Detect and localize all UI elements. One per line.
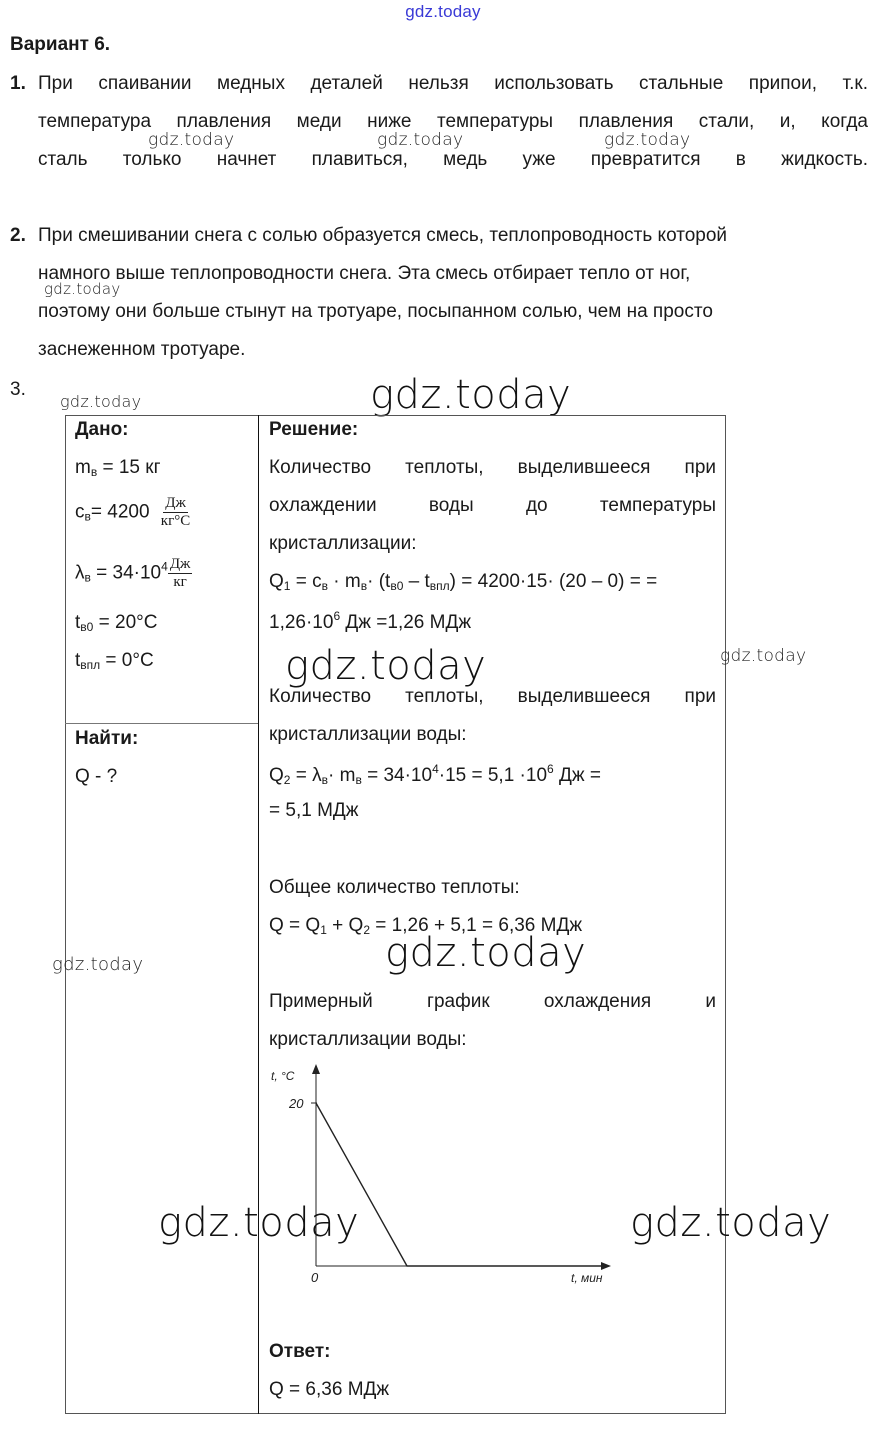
x-axis-label: t, мин	[571, 1271, 603, 1285]
watermark: gdz.today	[44, 280, 121, 298]
y-tick-label: 20	[289, 1096, 304, 1111]
table-vertical-divider	[258, 415, 259, 1414]
watermark: gdz.today	[377, 130, 464, 150]
solution-text: кристаллизации воды:	[269, 1029, 467, 1050]
given-latent-heat: $\lambda_в = 34\cdot 10^4$ $\frac{Дж}{кг}$	[75, 556, 191, 590]
task2-line: При смешивании снега с солью образуется смесь, теплопроводность которой	[38, 225, 728, 246]
watermark: gdz.today	[148, 130, 235, 150]
answer-header: Ответ:	[269, 1341, 331, 1362]
solution-header: Решение:	[269, 419, 359, 440]
answer-value: Q = 6,36 МДж	[269, 1379, 390, 1400]
solution-text: охлаждении воды до температуры	[269, 495, 716, 516]
watermark: gdz.today	[285, 643, 487, 689]
solution-text: кристаллизации воды:	[269, 724, 467, 745]
x-tick-label: 0	[311, 1270, 319, 1285]
y-axis-label: t, °C	[271, 1069, 295, 1083]
formula-q2-result: = 5,1 МДж	[269, 800, 359, 821]
task2-line: намного выше теплопроводности снега. Эта смесь отбирает тепло от ног,	[38, 263, 691, 284]
task1-line: температура плавления меди ниже температуры плавления стали, и, когда	[38, 111, 868, 132]
total-label: Общее количество теплоты:	[269, 877, 520, 898]
y-axis-arrow-icon	[312, 1064, 320, 1074]
task2-line: заснеженном тротуаре.	[38, 339, 246, 360]
watermark: gdz.today	[385, 930, 587, 976]
watermark: gdz.today	[630, 1200, 832, 1246]
formula-q1-result: $1,26\cdot 10^6$ Дж =1,26 МДж	[269, 609, 472, 633]
formula-q1: $Q_1 = c_в \cdot m_в\cdot (t_{в0} - t_{впл}) = 4200\cdot 15\cdot (20 - 0)$ = =	[269, 571, 658, 593]
task3-number: 3.	[10, 379, 26, 400]
variant-title: Вариант 6.	[10, 34, 111, 55]
solution-text: Примерный график охлаждения и	[269, 991, 716, 1012]
cooling-chart	[265, 1062, 625, 1292]
table-horizontal-divider	[65, 723, 258, 724]
formula-q2: $Q_2 = \lambda_в\cdot m_в = 34\cdot 10^4\cdot 15 = 5,1 \cdot 10^6$ Дж =	[269, 762, 601, 787]
watermark: gdz.today	[60, 392, 142, 411]
formula-total: $Q = Q_1 + Q_2 = 1,26 + 5,1 = 6,36$ МДж	[269, 915, 583, 937]
task1-line: сталь только начнет плавиться, медь уже превратится в жидкость.	[38, 149, 868, 170]
watermark: gdz.today	[604, 130, 691, 150]
solution-text: Количество теплоты, выделившееся при	[269, 686, 716, 707]
given-specific-heat: $c_в= 4200$ $\frac{Дж}{кг^\circ C}$	[75, 495, 191, 529]
find-header: Найти:	[75, 728, 139, 749]
task1-line: При спаивании медных деталей нельзя использовать стальные припои, т.к.	[38, 73, 868, 94]
task2-number: 2.	[10, 225, 26, 246]
temperature-line	[316, 1103, 605, 1266]
solution-text: кристаллизации:	[269, 533, 417, 554]
watermark: gdz.today	[158, 1200, 360, 1246]
watermark: gdz.today	[370, 372, 572, 418]
given-melting-temp: $t_{впл} = 0^\circ C$	[75, 650, 154, 672]
given-header: Дано:	[75, 419, 129, 440]
task2-line: поэтому они больше стынут на тротуаре, посыпанном солью, чем на просто	[38, 301, 713, 322]
find-value: Q - ?	[75, 766, 118, 787]
watermark: gdz.today	[720, 646, 807, 666]
watermark: gdz.today	[52, 954, 144, 975]
top-watermark: gdz.today	[405, 2, 481, 21]
given-mass: $m_в = 15$ кг	[75, 457, 161, 479]
task1-number: 1.	[10, 73, 26, 94]
given-initial-temp: $t_{в0} = 20^\circ C$	[75, 612, 158, 634]
solution-text: Количество теплоты, выделившееся при	[269, 457, 716, 478]
